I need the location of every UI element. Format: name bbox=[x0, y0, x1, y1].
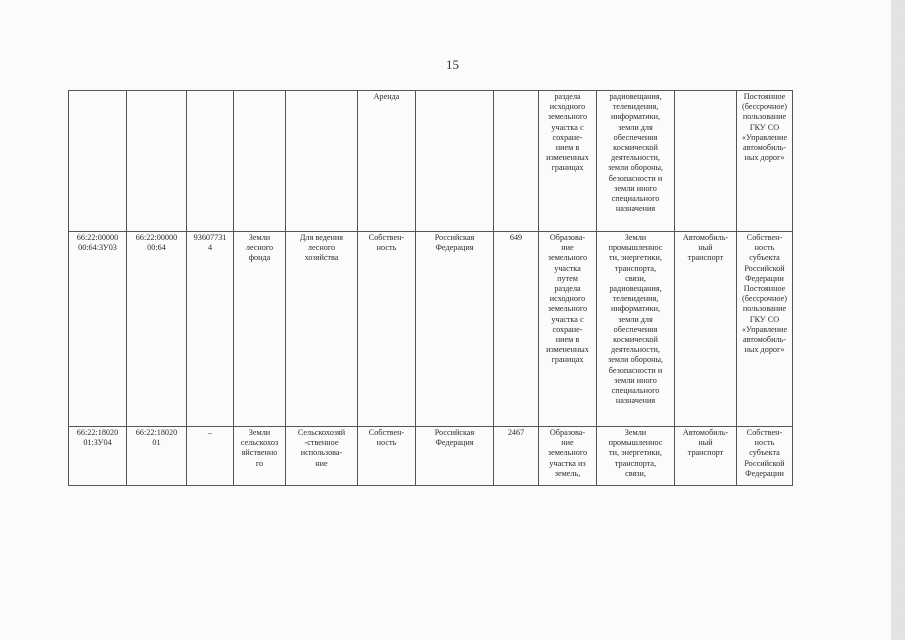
cell-code: 93607731 4 bbox=[187, 232, 234, 427]
cell-new-category: Земли промышленнос ти, энергетики, транспорта, связи, радиовещания, телевидения, информатики, земли для обеспечения космической деятельности, земли обороны, безопасности и земли иного специального назначения bbox=[597, 232, 675, 427]
cell-owner: Российская Федерация bbox=[416, 427, 494, 486]
cell-owner bbox=[416, 91, 494, 232]
cell-code bbox=[187, 91, 234, 232]
cell-permitted-use: Сельскохозяй -ственное использова- ние bbox=[286, 427, 358, 486]
cell-formation-method: Образова- ние земельного участка из земель, bbox=[539, 427, 597, 486]
table-row bbox=[69, 91, 793, 232]
land-plot-table bbox=[68, 90, 793, 486]
cell-formation-method: Образова- ние земельного участка путем раздела исходного земельного участка с сохране- нием в измененных границах bbox=[539, 232, 597, 427]
cell-new-use: Автомобиль- ный транспорт bbox=[675, 232, 737, 427]
cell-new-right: Постоянное (бессрочное) пользование ГКУ СО «Управление автомобиль- ных дорог» bbox=[737, 91, 793, 232]
cell-area: 2467 bbox=[494, 427, 539, 486]
cell-right-type: Аренда bbox=[358, 91, 416, 232]
cell-area bbox=[494, 91, 539, 232]
cell-permitted-use bbox=[286, 91, 358, 232]
cell-source-plot: 66:22:00000 00:64 bbox=[127, 232, 187, 427]
cell-code: – bbox=[187, 427, 234, 486]
cell-cadastral-number: 66:22:18020 01:ЗУ04 bbox=[69, 427, 127, 486]
cell-new-category: Земли промышленнос ти, энергетики, транспорта, связи, bbox=[597, 427, 675, 486]
cell-new-use bbox=[675, 91, 737, 232]
cell-land-category: Земли сельскохоз яйственно го bbox=[234, 427, 286, 486]
cell-cadastral-number: 66:22:00000 00:64:ЗУ03 bbox=[69, 232, 127, 427]
table-row bbox=[69, 232, 793, 427]
cell-source-plot: 66:22:18020 01 bbox=[127, 427, 187, 486]
cell-area: 649 bbox=[494, 232, 539, 427]
cell-new-right: Собствен- ность субъекта Российской Федерации Постоянное (бессрочное) пользование ГКУ СО «Управление автомобиль- ных дорог» bbox=[737, 232, 793, 427]
cell-cadastral-number bbox=[69, 91, 127, 232]
page-number: 15 bbox=[446, 57, 459, 72]
cell-source-plot bbox=[127, 91, 187, 232]
table-row bbox=[69, 427, 793, 486]
cell-right-type: Собствен- ность bbox=[358, 427, 416, 486]
cell-formation-method: раздела исходного земельного участка с сохране- нием в измененных границах bbox=[539, 91, 597, 232]
cell-new-use: Автомобиль- ный транспорт bbox=[675, 427, 737, 486]
cell-land-category: Земли лесного фонда bbox=[234, 232, 286, 427]
cell-new-category: радиовещания, телевидения, информатики, земли для обеспечения космической деятельности, земли обороны, безопасности и земли иного специального назначения bbox=[597, 91, 675, 232]
cell-land-category bbox=[234, 91, 286, 232]
cell-permitted-use: Для ведения лесного хозяйства bbox=[286, 232, 358, 427]
scan-edge bbox=[891, 0, 905, 640]
cell-owner: Российская Федерация bbox=[416, 232, 494, 427]
cell-right-type: Собствен- ность bbox=[358, 232, 416, 427]
cell-new-right: Собствен- ность субъекта Российской Федерации bbox=[737, 427, 793, 486]
